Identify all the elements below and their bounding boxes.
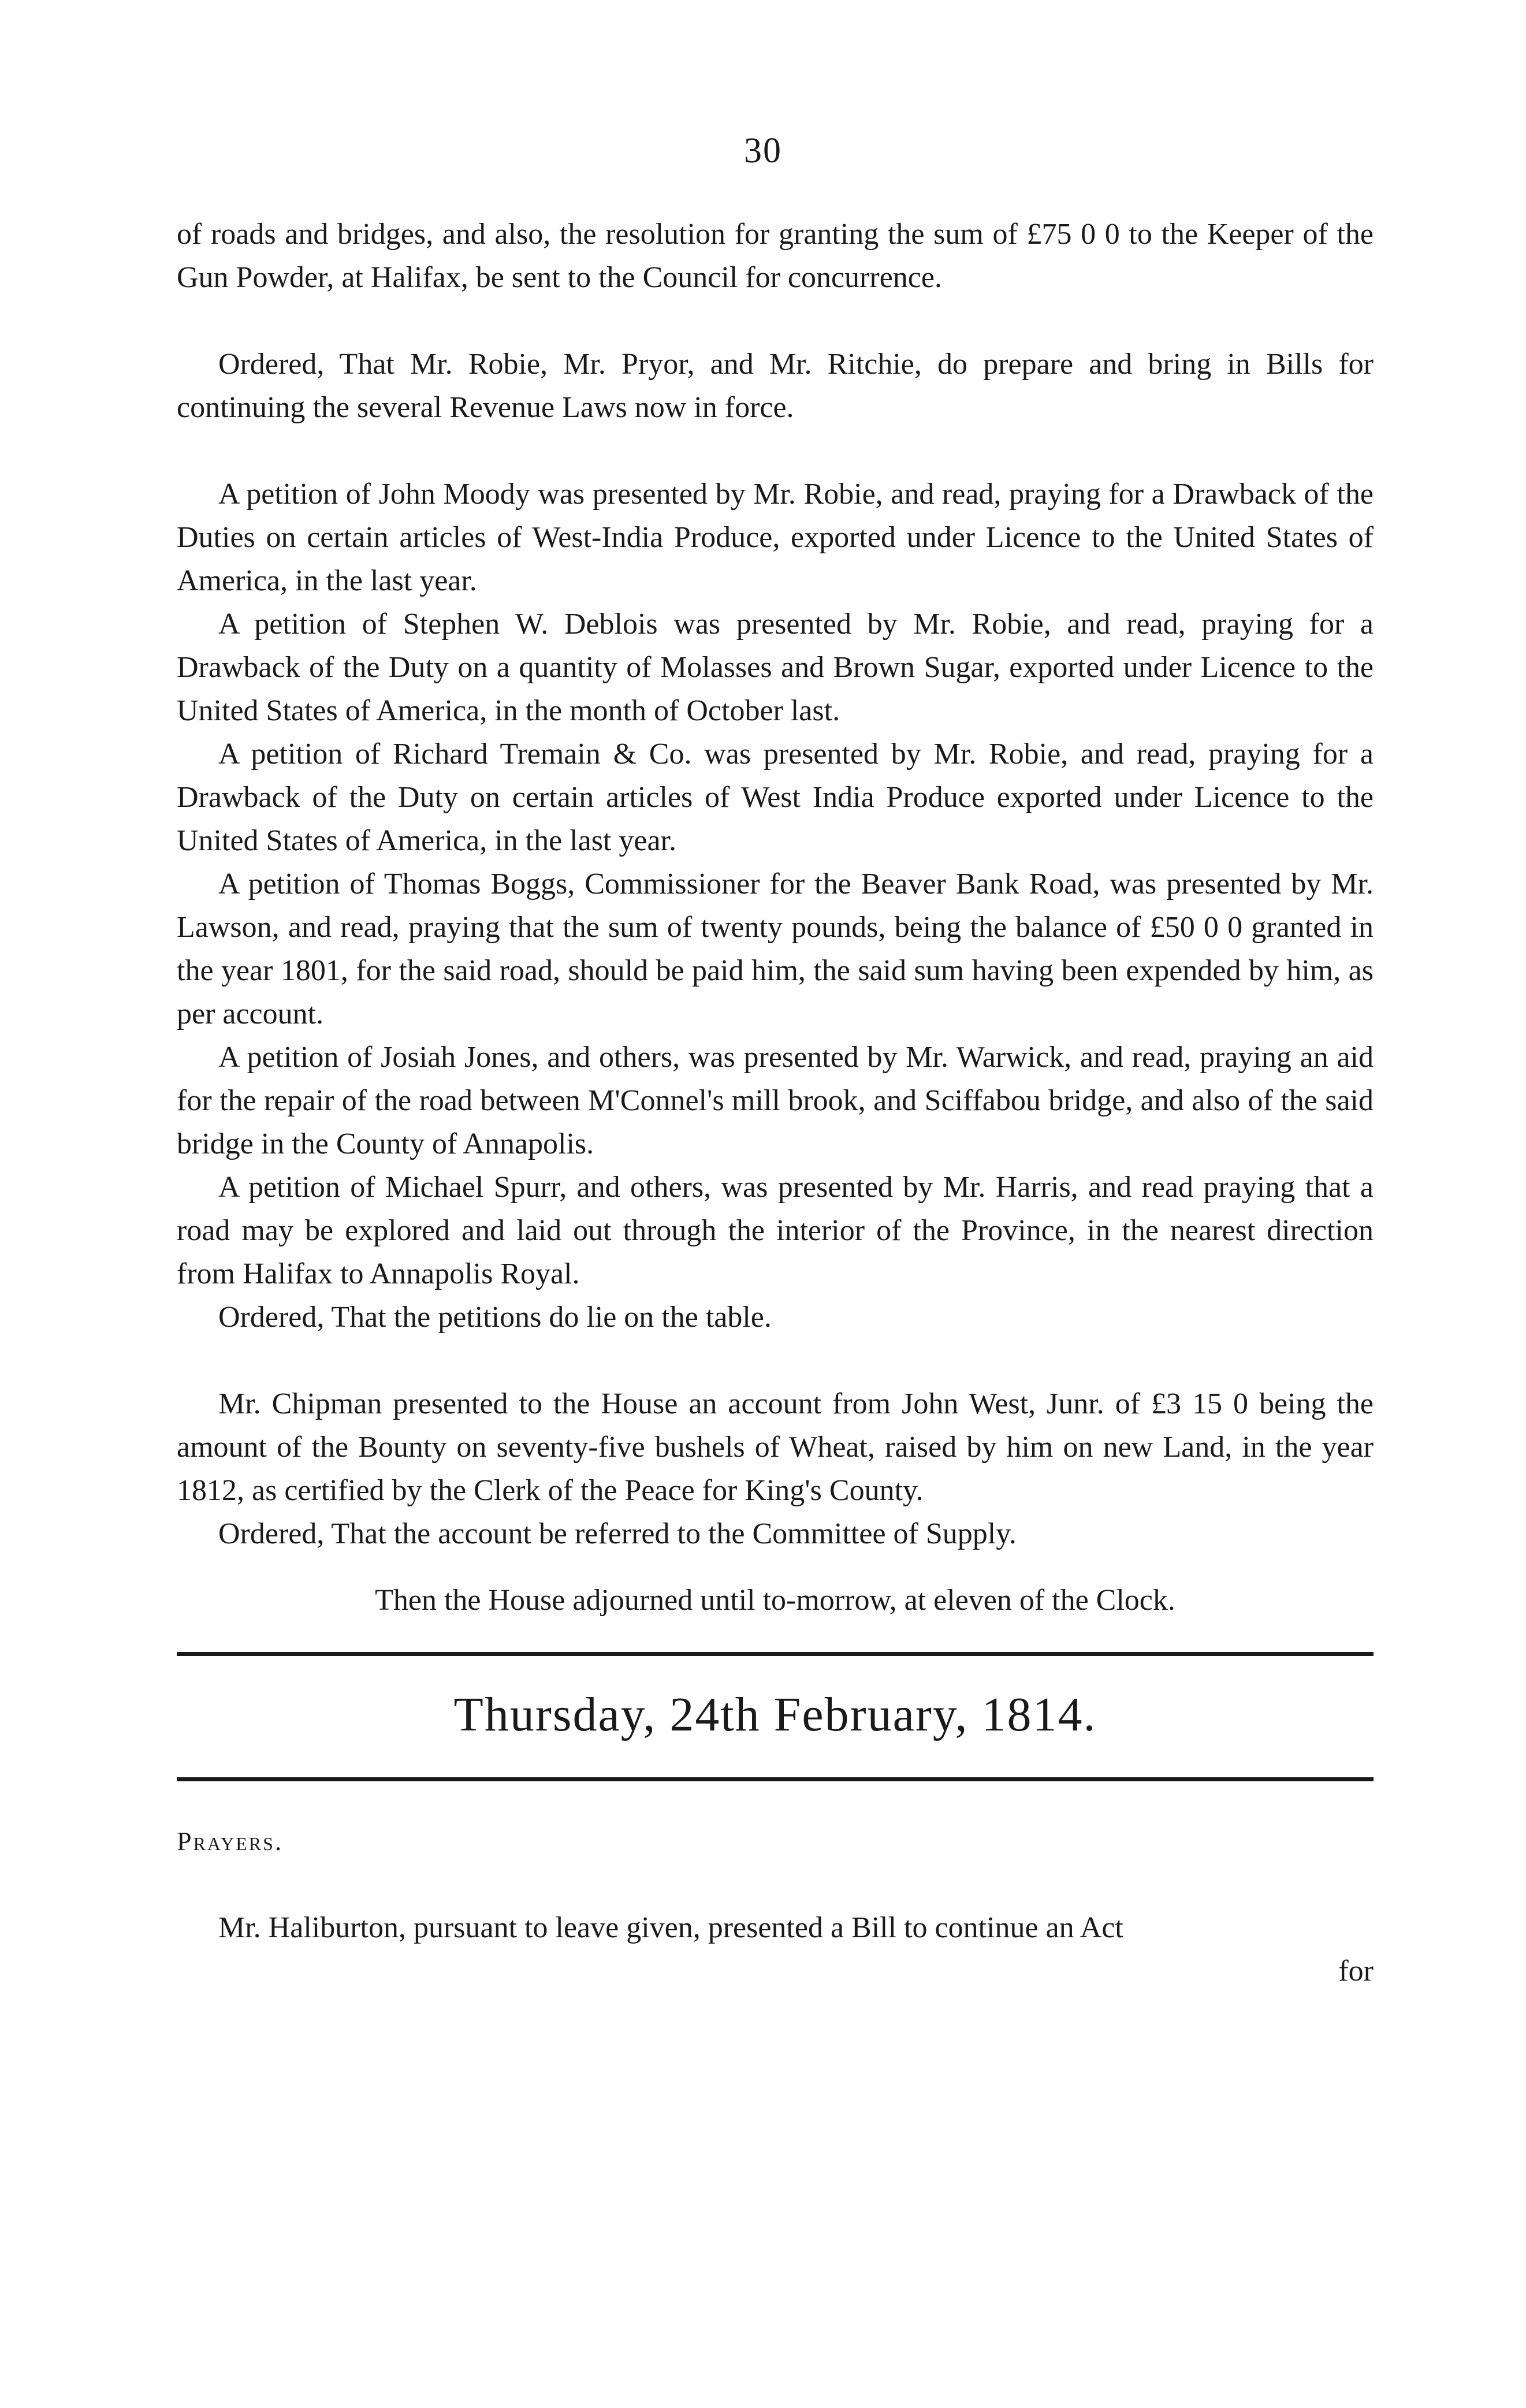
- paragraph-petition-richard-tremain: A petition of Richard Tremain & Co. was presented by Mr. Robie, and read, praying for a Drawback of the Duty on certain articles of West India Produce exported under Licence to the United States of America, in the last year.: [177, 738, 1374, 857]
- paragraph-chipman-account: Mr. Chipman presented to the House an account from John West, Junr. of £3 15 0 being the amount of the Bounty on seventy-five bushels of Wheat, raised by him on new Land, in the year 1812, as certified by the Clerk of the Peace for King's County.: [177, 1387, 1374, 1507]
- paragraph-ordered-revenue-laws: Ordered, That Mr. Robie, Mr. Pryor, and Mr. Ritchie, do prepare and bring in Bills for continuing the several Revenue Laws now in force.: [177, 348, 1374, 424]
- paragraph-ordered-committee-supply: Ordered, That the account be referred to the Committee of Supply.: [218, 1517, 1017, 1550]
- prayers-heading: Prayers.: [177, 1826, 284, 1856]
- paragraph-petition-michael-spurr: A petition of Michael Spurr, and others, was presented by Mr. Harris, and read praying that a road may be explored and laid out through the interior of the Province, in the nearest direction from Halifax to Annapolis Royal.: [177, 1171, 1374, 1290]
- page-body: [177, 213, 1374, 1993]
- divider-top: [177, 1652, 1374, 1656]
- paragraph-petition-josiah-jones: A petition of Josiah Jones, and others, was presented by Mr. Warwick, and read, praying an aid for the repair of the road between M'Connel's mill brook, and Sciffabou bridge, and also of the said bridge in the County of Annapolis.: [177, 1041, 1374, 1160]
- paragraph-haliburton-bill: Mr. Haliburton, pursuant to leave given, presented a Bill to continue an Act: [218, 1911, 1123, 1944]
- paragraph-house-adjourned: Then the House adjourned until to-morrow, at eleven of the Clock.: [375, 1584, 1175, 1617]
- paragraph-ordered-petitions-lie: Ordered, That the petitions do lie on the table.: [218, 1301, 772, 1334]
- paragraph-roads-bridges: of roads and bridges, and also, the resolution for granting the sum of £75 0 0 to the Keeper of the Gun Powder, at Halifax, be sent to the Council for concurrence.: [177, 218, 1374, 294]
- date-heading: Thursday, 24th February, 1814.: [453, 1688, 1097, 1741]
- paragraph-petition-thomas-boggs: A petition of Thomas Boggs, Commissioner for the Beaver Bank Road, was presented by Mr. Lawson, and read, praying that the sum of twenty pounds, being the balance of £50 0 0 granted in the year 1801, for the said road, should be paid him, the said sum having been expended by him, as per account.: [177, 868, 1374, 1030]
- divider-bottom: [177, 1777, 1374, 1781]
- page-number: 30: [744, 131, 782, 170]
- paragraph-petition-john-moody: A petition of John Moody was presented by Mr. Robie, and read, praying for a Drawback of the Duties on certain articles of West-India Produce, exported under Licence to the United States of America, in the last year.: [177, 478, 1374, 597]
- catchword: for: [1338, 1955, 1374, 1988]
- paragraph-petition-stephen-deblois: A petition of Stephen W. Deblois was presented by Mr. Robie, and read, praying for a Drawback of the Duty on a quantity of Molasses and Brown Sugar, exported under Licence to the United States of America, in the month of October last.: [177, 608, 1374, 727]
